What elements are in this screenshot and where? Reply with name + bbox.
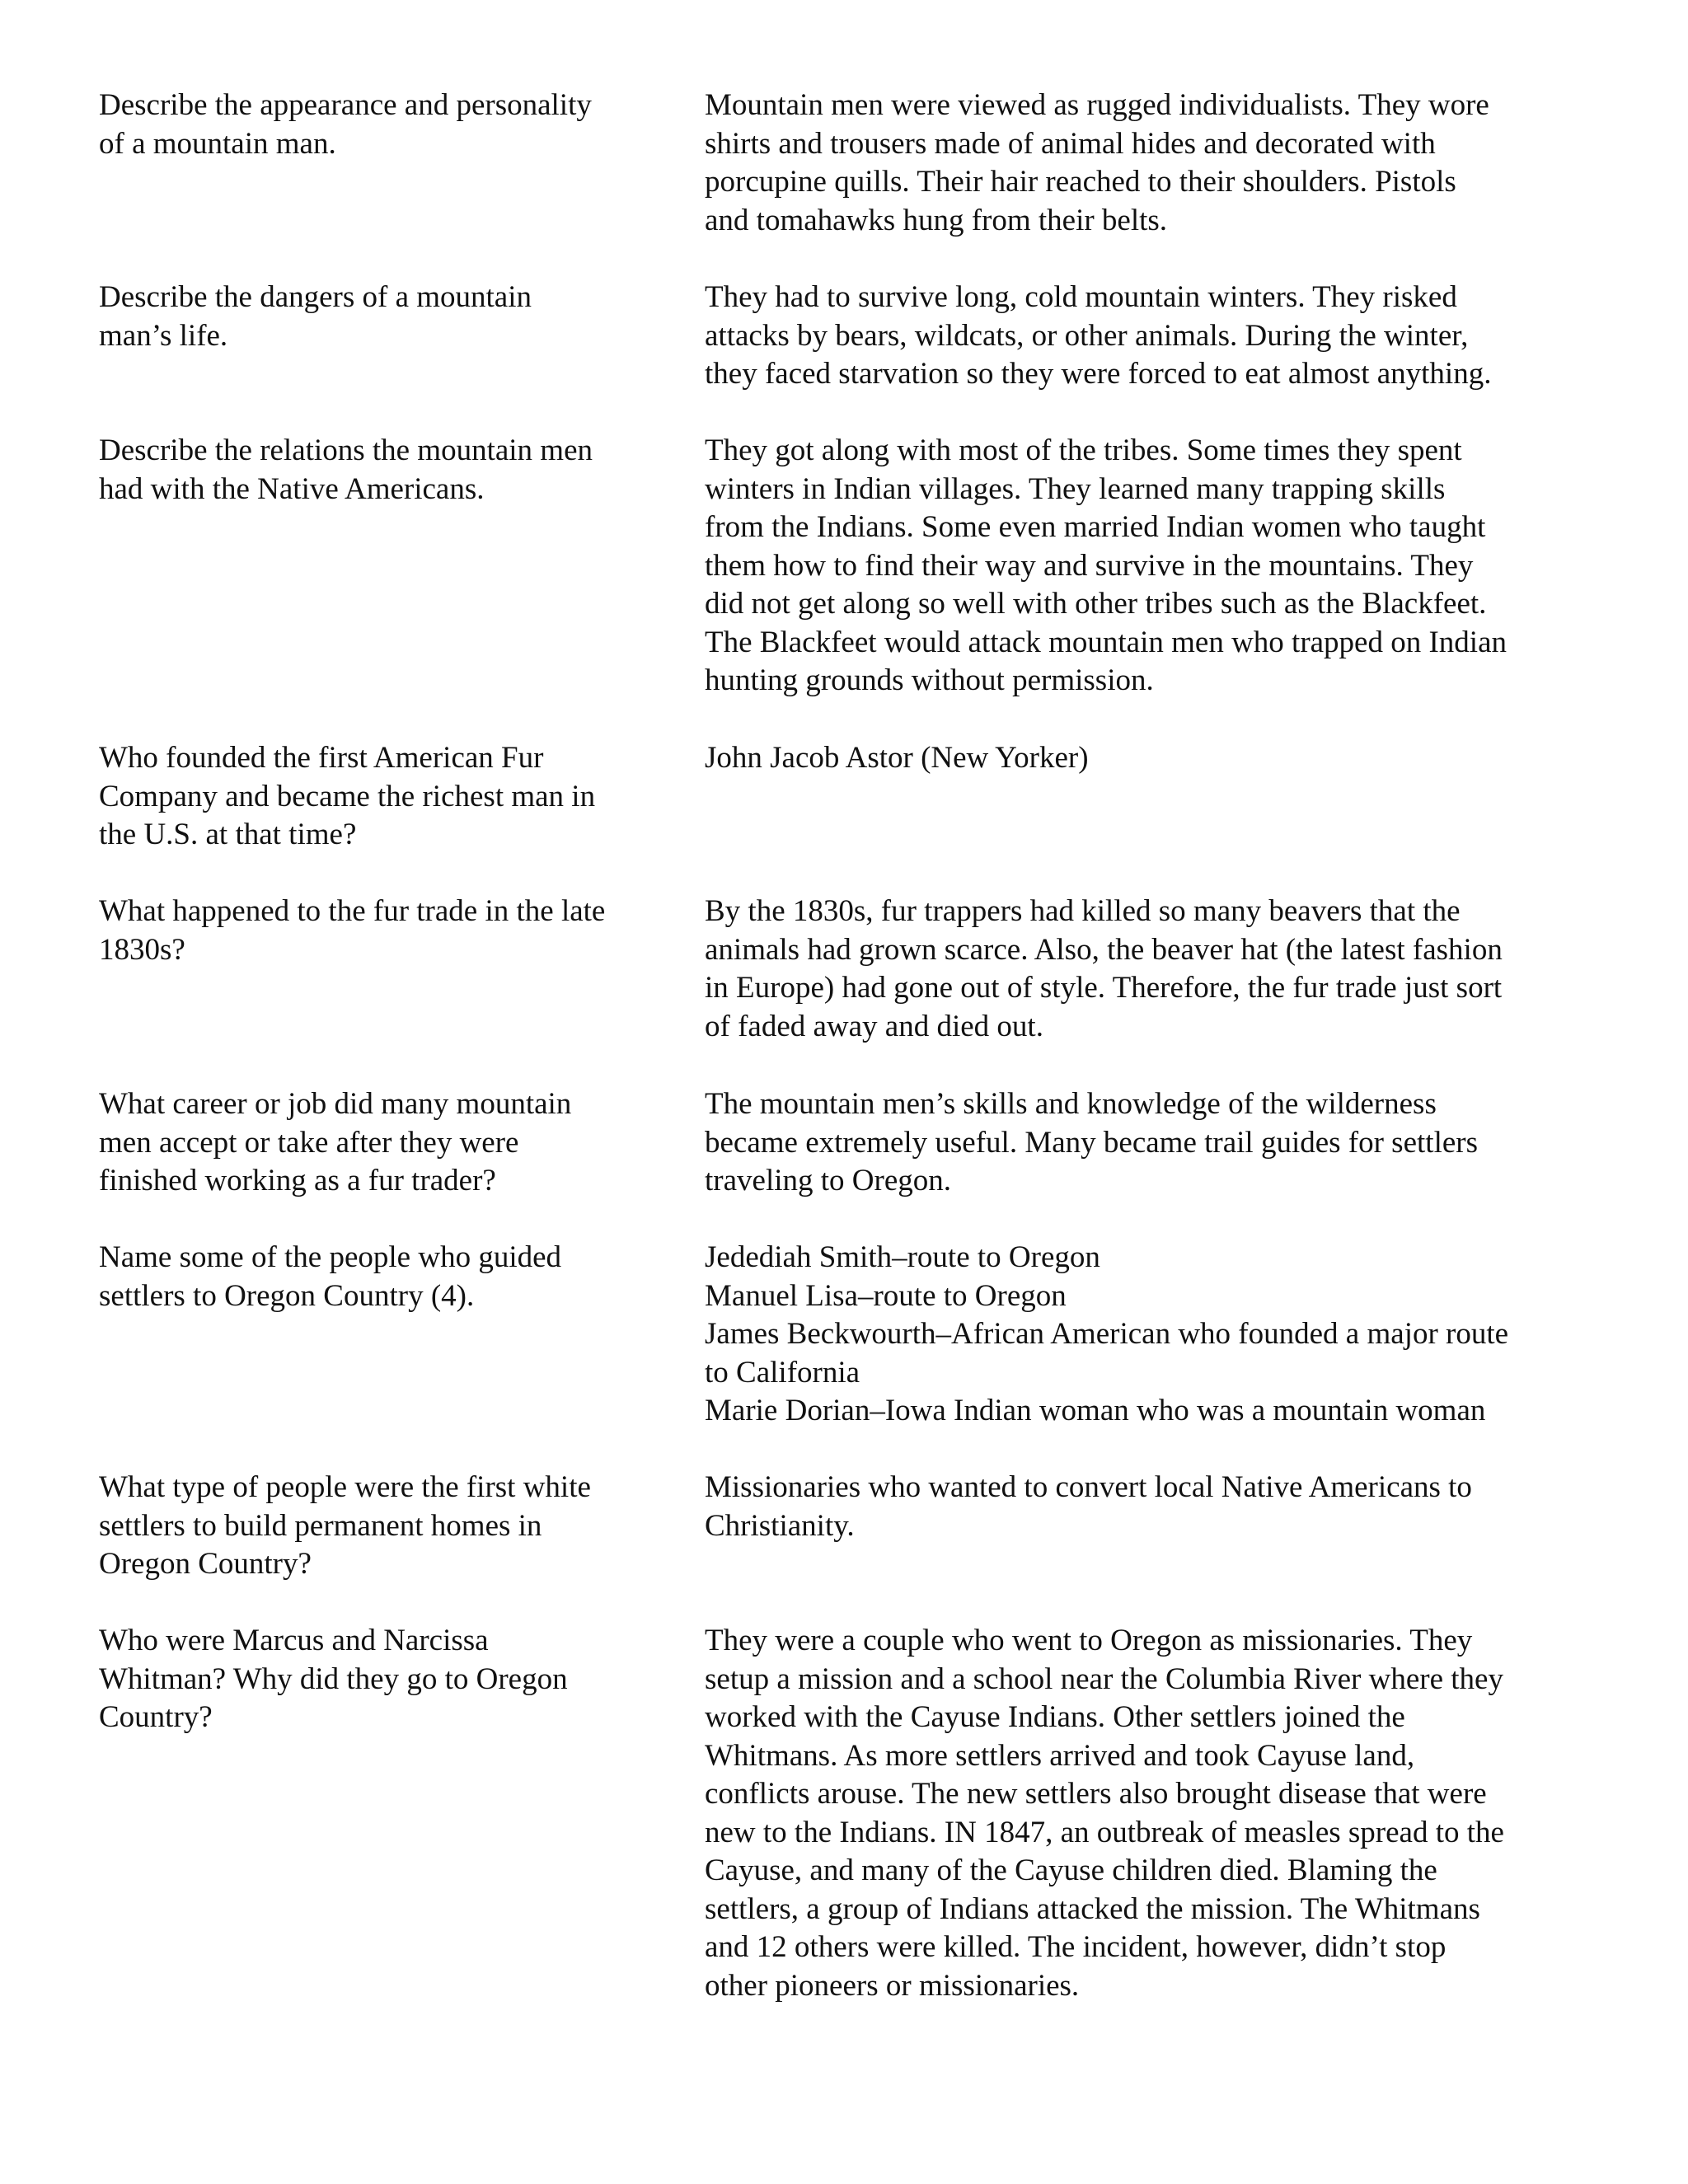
question-text (99, 1085, 701, 1201)
question-line: had with the Native Americans. (99, 471, 485, 506)
answer-line: animals had grown scarce. Also, the beaver hat (the latest fashion (705, 932, 1503, 967)
question-line: men accept or take after they were (99, 1125, 519, 1160)
answer-line: of faded away and died out. (705, 1009, 1043, 1043)
answer-line: Marie Dorian–Iowa Indian woman who was a mountain woman (705, 1394, 1486, 1427)
answer-line: Missionaries who wanted to convert local Native Americans to (705, 1470, 1472, 1504)
qa-row-mountain-man-dangers (99, 279, 1582, 391)
question-line: man’s life. (99, 318, 228, 353)
qa-row-american-fur-company (99, 739, 1582, 855)
answer-line: other pioneers or missionaries. (705, 1968, 1080, 2003)
question-text (99, 739, 701, 855)
question-text (99, 279, 701, 355)
answer-line: Mountain men were viewed as rugged individualists. They wore (705, 88, 1489, 122)
question-text (99, 1622, 701, 1737)
answer-line: and 12 others were killed. The incident, however, didn’t stop (705, 1930, 1447, 1964)
answer-line: They got along with most of the tribes. Some times they spent (705, 434, 1462, 467)
question-line: Whitman? Why did they go to Oregon (99, 1661, 568, 1696)
answer-line: By the 1830s, fur trappers had killed so many beavers that the (705, 894, 1461, 928)
question-line: Describe the dangers of a mountain (99, 280, 532, 314)
answer-line: shirts and trousers made of animal hides and decorated with (705, 126, 1436, 161)
answer-text (705, 1239, 1578, 1431)
question-line: Describe the appearance and personality (99, 88, 592, 122)
answer-line: settlers, a group of Indians attacked the mission. The Whitmans (705, 1891, 1480, 1926)
answer-line: to California (705, 1355, 860, 1390)
answer-line: became extremely useful. Many became trail guides for settlers (705, 1125, 1478, 1160)
answer-line: porcupine quills. Their hair reached to their shoulders. Pistols (705, 165, 1456, 199)
answer-line: The mountain men’s skills and knowledge of the wilderness (705, 1087, 1437, 1121)
answer-line: They had to survive long, cold mountain winters. They risked (705, 280, 1457, 314)
answer-line: and tomahawks hung from their belts. (705, 203, 1168, 237)
question-line: 1830s? (99, 932, 185, 967)
question-line: Company and became the richest man in (99, 779, 596, 813)
question-line: What type of people were the first white (99, 1470, 591, 1504)
answer-line: Whitmans. As more settlers arrived and took Cayuse land, (705, 1738, 1415, 1773)
answer-line: from the Indians. Some even married Indian women who taught (705, 510, 1486, 544)
qa-row-mountain-man-appearance (99, 87, 1582, 237)
qa-row-native-american-relations (99, 432, 1582, 697)
answer-text (705, 1469, 1578, 1545)
question-line: Describe the relations the mountain men (99, 434, 593, 467)
question-line: finished working as a fur trader? (99, 1164, 496, 1197)
answer-line: Cayuse, and many of the Cayuse children died. Blaming the (705, 1854, 1437, 1887)
answer-line: John Jacob Astor (New Yorker) (705, 741, 1089, 775)
answer-line: traveling to Oregon. (705, 1164, 951, 1197)
question-line: of a mountain man. (99, 126, 336, 161)
qa-row-later-careers (99, 1085, 1582, 1201)
question-line: the U.S. at that time? (99, 818, 357, 851)
answer-line: hunting grounds without permission. (705, 663, 1154, 697)
question-text (99, 432, 701, 509)
question-text (99, 1239, 701, 1315)
question-text (99, 1469, 701, 1584)
qa-row-whitmans (99, 1622, 1582, 2003)
question-line: settlers to Oregon Country (4). (99, 1278, 475, 1313)
answer-line: attacks by bears, wildcats, or other animals. During the winter, (705, 318, 1469, 353)
question-line: Oregon Country? (99, 1547, 312, 1581)
answer-line: Jedediah Smith–route to Oregon (705, 1240, 1100, 1274)
answer-line: Christianity. (705, 1508, 855, 1543)
answer-line: did not get along so well with other tribes such as the Blackfeet. (705, 587, 1487, 621)
answer-line: worked with the Cayuse Indians. Other settlers joined the (705, 1700, 1405, 1734)
question-line: Who were Marcus and Narcissa (99, 1624, 489, 1657)
question-line: Country? (99, 1700, 213, 1734)
question-text (99, 893, 701, 969)
answer-line: winters in Indian villages. They learned many trapping skills (705, 471, 1446, 506)
answer-text (705, 1085, 1578, 1201)
answer-line: conflicts arouse. The new settlers also brought disease that were (705, 1777, 1487, 1811)
answer-text (705, 279, 1578, 394)
answer-text (705, 87, 1578, 240)
question-text (99, 87, 701, 163)
answer-line: The Blackfeet would attack mountain men who trapped on Indian (705, 625, 1507, 659)
qa-row-first-settlers (99, 1469, 1582, 1584)
answer-text (705, 739, 1578, 778)
answer-line: Manuel Lisa–route to Oregon (705, 1278, 1067, 1313)
qa-row-oregon-guides (99, 1239, 1582, 1427)
qa-row-fur-trade-decline (99, 893, 1582, 1043)
answer-line: in Europe) had gone out of style. Therefore, the fur trade just sort (705, 971, 1503, 1005)
answer-text (705, 1622, 1578, 2005)
answer-line: setup a mission and a school near the Columbia River where they (705, 1661, 1503, 1696)
answer-line: They were a couple who went to Oregon as missionaries. They (705, 1624, 1473, 1657)
question-line: Name some of the people who guided (99, 1240, 562, 1274)
answer-text (705, 432, 1578, 701)
answer-text (705, 893, 1578, 1046)
question-line: What happened to the fur trade in the late (99, 894, 606, 928)
answer-line: them how to find their way and survive in the mountains. They (705, 548, 1474, 583)
question-line: What career or job did many mountain (99, 1087, 572, 1121)
answer-line: they faced starvation so they were forced to eat almost anything. (705, 357, 1492, 391)
answer-line: James Beckwourth–African American who founded a major route (705, 1317, 1509, 1351)
answer-line: new to the Indians. IN 1847, an outbreak of measles spread to the (705, 1815, 1504, 1849)
question-line: Who founded the first American Fur (99, 741, 544, 775)
question-line: settlers to build permanent homes in (99, 1508, 542, 1543)
